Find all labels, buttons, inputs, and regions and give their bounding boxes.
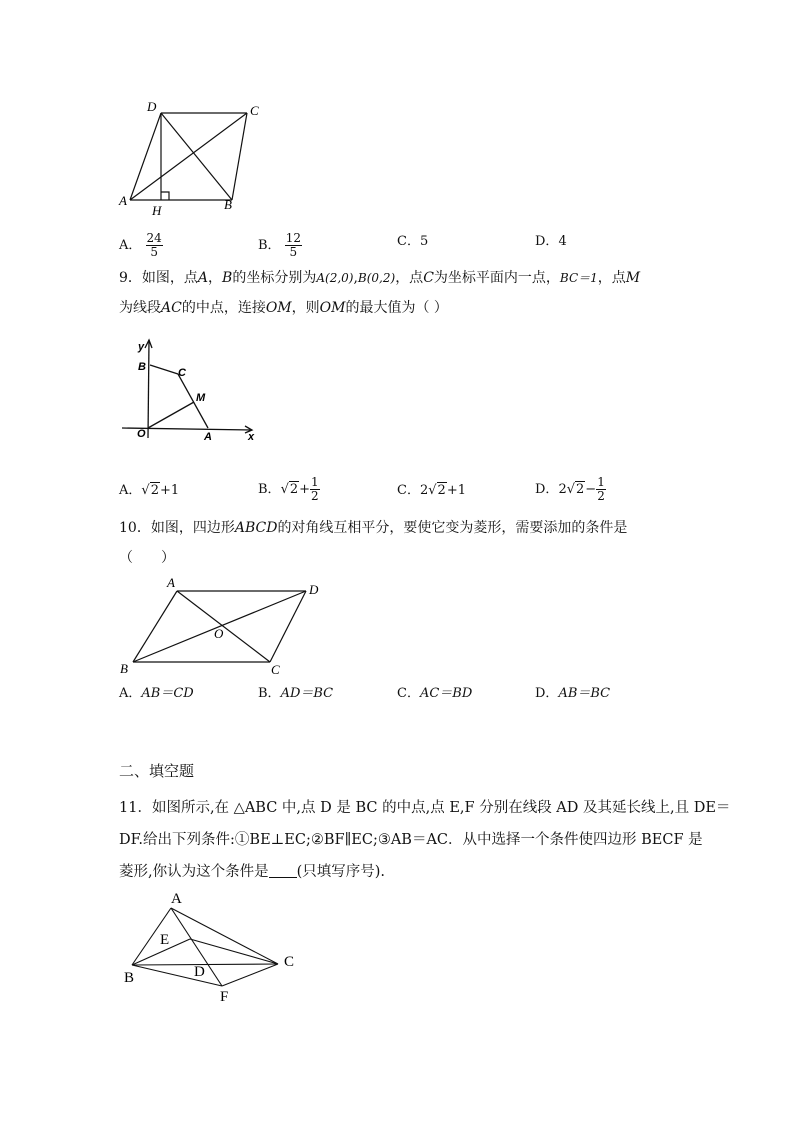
q9-option-c-letter: C． [397,483,420,498]
fig10-edge-ab [133,591,177,662]
q9-option-c-rest: +1 [446,483,466,498]
fig8-label-b: B [224,197,232,212]
fig8-edge-bc [232,113,247,200]
fig11-label-c: C [284,954,295,970]
fig9-label-c: C [178,367,186,379]
fig9-label-a: A [204,431,212,443]
q9-option-d-letter: D． [535,482,559,497]
q9-stem-line2: 为线段AC的中点，连接OM，则OM的最大值为（ ） [119,300,448,316]
q10-option-d-text: AB＝BC [558,686,611,701]
q10-option-c[interactable] [397,684,472,704]
q10-option-b-text: AD＝BC [280,686,334,701]
fig9-segment-bc [150,365,178,374]
fig8-label-a: A [119,193,127,208]
q8-option-b[interactable] [258,232,302,259]
q8-option-c[interactable] [397,232,428,252]
fig11-label-d: D [194,964,205,980]
fig11-edge-ac [171,908,278,964]
fig8-label-d: D [147,99,157,114]
q10-option-d[interactable] [535,684,610,704]
q9-option-a-letter: A． [119,483,142,498]
q10-stem-line1: 10．如图，四边形ABCD的对角线互相平分，要使它变为菱形，需要添加的条件是 [119,520,628,536]
q9-option-c[interactable]: C．2√2+1 [397,483,466,498]
fig10-label-c: C [271,662,280,677]
fig10-label-b: B [120,661,128,676]
q8-option-a[interactable] [119,232,163,259]
fig9-label-b: B [138,361,146,373]
fig9-label-y: y [138,341,145,353]
fig8-edge-ad [130,113,161,200]
q8-option-b-fraction: $\frac{12}{5}$ [285,231,301,259]
q9-option-b-plus: + [299,482,311,497]
fig11-label-f: F [220,989,229,1005]
q8-option-c-value: 5 [419,234,429,249]
q9-option-d[interactable]: D．2√2− $\frac{1}{2}$ [535,475,605,503]
fig9-label-x: x [248,431,255,443]
q8-option-d[interactable] [535,232,567,252]
q8-option-a-letter: A． [119,238,142,253]
fig11-label-a: A [171,891,182,907]
q10-option-c-text: AC＝BD [419,686,473,701]
q10-option-a-letter: A． [119,686,142,701]
fig8-label-h: H [152,203,162,218]
q10-option-a[interactable] [119,684,194,704]
q10-option-a-text: AB＝CD [141,686,194,701]
figure-q8-parallelogram [115,98,275,220]
fig9-label-m: M [196,392,206,404]
figure-q9-coordinate [118,336,268,448]
q9-option-b-fraction: $\frac{1}{2}$ [311,475,319,503]
q11-stem-line2: DF.给出下列条件:①BE⊥EC;②BF∥EC;③AB＝AC．从中选择一个条件使四边形 BECF 是 [119,832,703,848]
q9-stem-line1: 9．如图，点A，B的坐标分别为A(2,0),B(0,2)，点C为坐标平面内一点，BC＝1，点M [119,270,641,286]
q9-option-b[interactable]: B．√2+ $\frac{1}{2}$ [258,475,319,503]
fig10-label-a: A [167,575,175,590]
q8-option-c-letter: C． [397,234,420,249]
fig10-label-d: D [309,582,319,597]
q8-option-b-letter: B． [258,238,281,253]
q9-option-a-root: 2 [150,483,159,498]
fig11-edge-bc [132,964,278,965]
q9-option-b-root: 2 [289,482,299,497]
fig9-y-axis [148,340,149,438]
q9-option-d-fraction: $\frac{1}{2}$ [597,475,605,503]
q8-option-d-value: 4 [558,234,567,249]
section-title-fill-blank: 二、填空题 [119,762,195,780]
fig11-segment-ec [190,939,278,964]
q8-option-d-letter: D． [535,234,559,249]
q9-option-a[interactable]: A．√2+1 [119,483,180,498]
fig8-diagonal-db [161,113,232,200]
q9-option-d-root: 2 [576,482,585,497]
fig8-label-c: C [250,103,259,118]
q9-option-d-coef: 2 [558,482,567,497]
q10-option-d-letter: D． [535,686,559,701]
fig9-label-o: O [137,428,146,440]
q9-option-d-minus: − [585,482,597,497]
q9-option-c-coef: 2 [419,483,429,498]
q11-answer-blank[interactable] [269,863,297,878]
q8-option-a-fraction: $\frac{24}{5}$ [146,231,162,259]
q10-option-b-letter: B． [258,686,281,701]
q9-option-a-rest: +1 [159,483,180,498]
q10-stem-paren: （ ） [119,550,175,566]
fig10-label-o: O [214,626,224,641]
fig10-diagonal-ac [177,591,270,662]
fig8-right-angle-mark [161,192,169,200]
fig11-label-b: B [124,970,135,986]
figure-q11-triangle [118,886,308,1006]
q11-stem-line3: 菱形,你认为这个条件是 (只填写序号). [119,864,386,880]
q9-option-c-root: 2 [437,483,446,498]
fig8-diagonal-ac [130,113,247,200]
q10-option-b[interactable] [258,684,333,704]
q10-option-c-letter: C． [397,686,420,701]
fig9-segment-om [148,402,194,428]
figure-q10-parallelogram [115,574,325,678]
fig11-segment-fc [222,964,278,986]
fig10-edge-dc [270,591,306,662]
fig11-segment-bf [132,965,222,986]
fig11-label-e: E [160,932,170,948]
q9-option-b-letter: B． [258,482,281,497]
q11-stem-line1: 11．如图所示,在 △ABC 中,点 D 是 BC 的中点,点 E,F 分别在线段 AD 及其延长线上,且 DE＝ [119,800,731,816]
